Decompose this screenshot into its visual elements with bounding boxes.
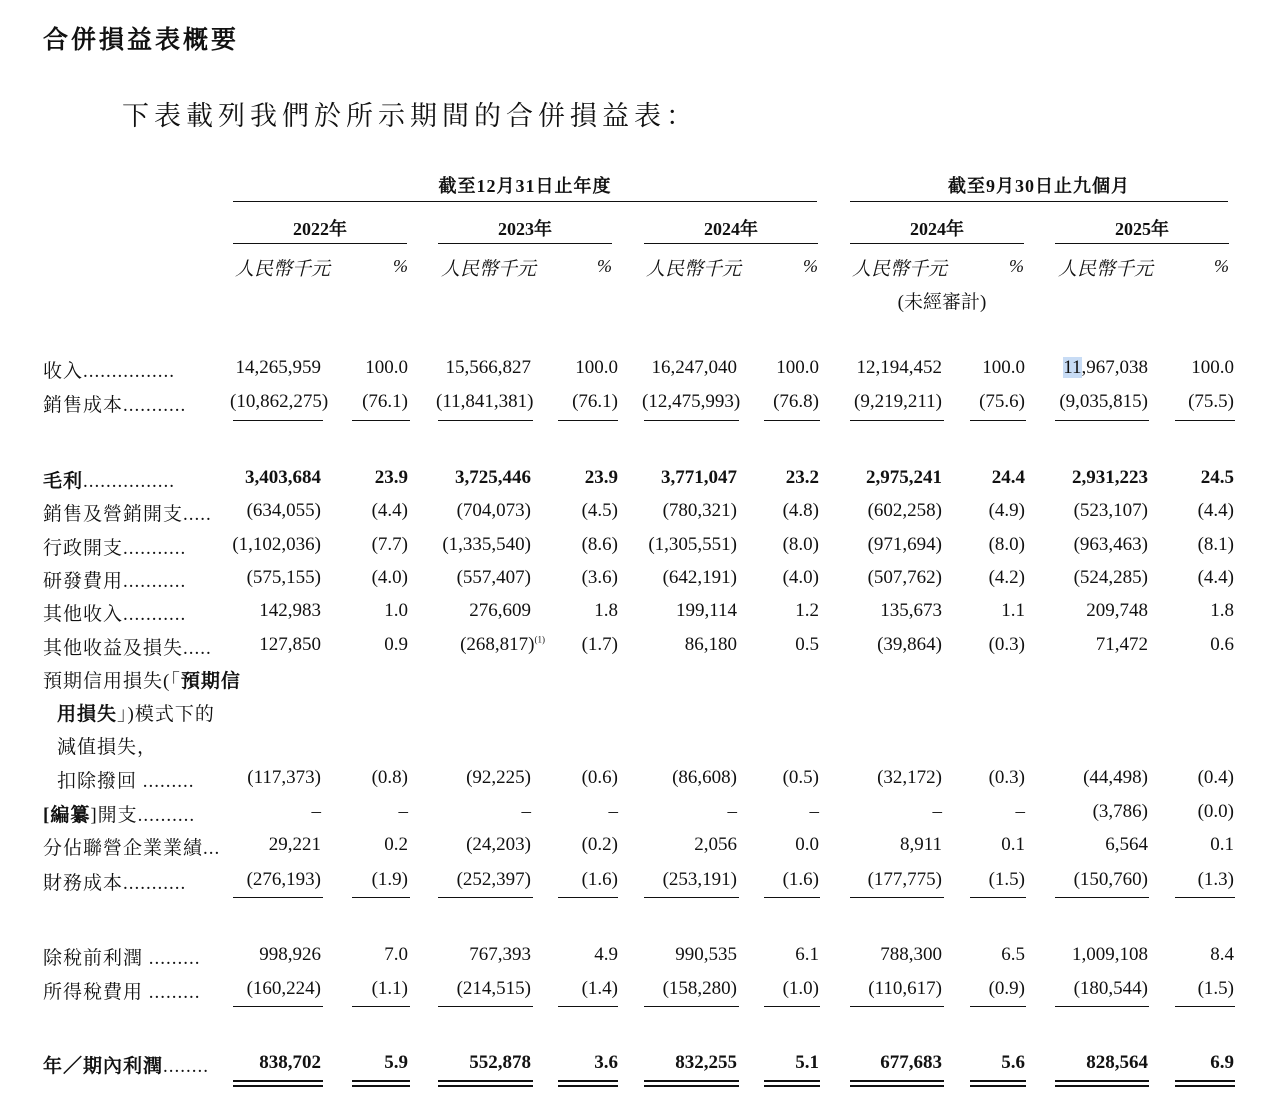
pct-cell: 100.0 — [982, 357, 1025, 378]
year-rule — [438, 243, 612, 244]
value-cell: (39,864) — [877, 634, 942, 655]
value-cell: 3,403,684 — [245, 467, 321, 488]
unit-header: 人民幣千元 — [646, 259, 742, 280]
pct-cell: 1.0 — [384, 600, 408, 621]
subtotal-rule — [644, 897, 739, 898]
pct-cell: 100.0 — [776, 357, 819, 378]
pct-cell: (76.1) — [572, 391, 618, 412]
pct-cell: (75.5) — [1188, 391, 1234, 412]
value-cell: (3,786) — [1092, 801, 1148, 822]
unaudited-note: (未經審計) — [897, 292, 987, 313]
value-cell: 71,472 — [1095, 634, 1148, 655]
value-cell: (11,841,381) — [436, 391, 534, 412]
pct-cell: (1.7) — [581, 634, 618, 655]
value-cell: 276,609 — [469, 600, 531, 621]
pct-cell: (1.6) — [581, 869, 618, 890]
value-cell: – — [932, 801, 942, 822]
value-cell: (575,155) — [246, 567, 321, 588]
pct-cell: (4.4) — [1197, 567, 1234, 588]
group-header-full-year: 截至12月31日止年度 — [438, 176, 612, 196]
year-header: 2024年 — [910, 219, 964, 239]
pct-cell: (4.4) — [1197, 500, 1234, 521]
subtotal-rule — [644, 420, 739, 421]
value-cell: (276,193) — [246, 869, 321, 890]
value-cell: – — [521, 801, 531, 822]
row-label-other-income: 其他收入........... — [43, 604, 187, 625]
subtotal-rule — [970, 420, 1026, 421]
value-cell: (44,498) — [1083, 767, 1148, 788]
value-cell: 127,850 — [259, 634, 321, 655]
row-label-gross-profit: 毛利................ — [43, 471, 176, 492]
pct-cell: 100.0 — [365, 357, 408, 378]
value-cell: (160,224) — [246, 978, 321, 999]
pct-cell: 1.1 — [1001, 600, 1025, 621]
pct-cell: (1.6) — [782, 869, 819, 890]
row-label-ecl-line2: 用損失」)模式下的 — [57, 704, 215, 725]
pct-cell: 8.4 — [1210, 944, 1234, 965]
pct-cell: (4.0) — [371, 567, 408, 588]
value-cell: 6,564 — [1105, 834, 1148, 855]
pct-cell: (8.6) — [581, 534, 618, 555]
pct-cell: (4.0) — [782, 567, 819, 588]
total-double-rule — [970, 1080, 1026, 1087]
total-double-rule — [764, 1080, 820, 1087]
value-cell: (92,225) — [466, 767, 531, 788]
year-rule — [233, 243, 407, 244]
value-cell: (252,397) — [456, 869, 531, 890]
value-remainder: ,967,038 — [1081, 357, 1148, 378]
subtotal-rule — [764, 897, 820, 898]
value-cell: (86,608) — [672, 767, 737, 788]
subtotal-rule — [352, 420, 410, 421]
pct-cell: 5.1 — [795, 1052, 819, 1073]
row-label-selling-expenses: 銷售及營銷開支..... — [43, 504, 212, 525]
year-header: 2024年 — [704, 219, 758, 239]
subtotal-rule — [558, 897, 618, 898]
pct-cell: (1.5) — [988, 869, 1025, 890]
row-label-admin-expenses: 行政開支........... — [43, 538, 187, 559]
pct-cell: 0.9 — [384, 634, 408, 655]
value-cell: (253,191) — [662, 869, 737, 890]
pct-cell: (1.3) — [1197, 869, 1234, 890]
group-rule-nine-months — [850, 201, 1228, 202]
value-cell: 767,393 — [469, 944, 531, 965]
subtotal-rule — [850, 420, 944, 421]
value-cell: (24,203) — [466, 834, 531, 855]
pct-cell: (1.0) — [782, 978, 819, 999]
year-header: 2023年 — [498, 219, 552, 239]
value-cell: 16,247,040 — [651, 357, 737, 378]
value-cell — [1053, 357, 1148, 379]
row-label-ecl-line3: 減值損失， — [57, 737, 158, 758]
value-cell: 677,683 — [880, 1052, 942, 1073]
intro-text: 下表載列我們於所示期間的合併損益表： — [122, 101, 698, 131]
pct-cell: 0.0 — [795, 834, 819, 855]
value-cell: 15,566,827 — [445, 357, 531, 378]
value-cell: 998,926 — [259, 944, 321, 965]
value-cell: (12,475,993) — [642, 391, 741, 412]
subtotal-rule — [352, 1006, 410, 1007]
value-cell: 832,255 — [675, 1052, 737, 1073]
pct-cell: 1.2 — [795, 600, 819, 621]
pct-cell: (7.7) — [371, 534, 408, 555]
row-label-ecl-line1: 預期信用損失(「預期信 — [43, 671, 241, 692]
row-label-ecl-line4: 扣除撥回 ......... — [57, 771, 195, 792]
pct-cell: 0.1 — [1210, 834, 1234, 855]
pct-cell: (0.3) — [988, 634, 1025, 655]
pct-cell: 1.8 — [594, 600, 618, 621]
pct-cell: (0.3) — [988, 767, 1025, 788]
subtotal-rule — [970, 1006, 1026, 1007]
pct-cell: (4.4) — [371, 500, 408, 521]
pct-cell: – — [398, 801, 408, 822]
subtotal-rule — [1175, 420, 1235, 421]
pct-cell: (1.9) — [371, 869, 408, 890]
row-label-profit-before-tax: 除稅前利潤 ......... — [43, 948, 201, 969]
value-cell: (177,775) — [867, 869, 942, 890]
row-label-rd-expenses: 研發費用........... — [43, 571, 187, 592]
pct-cell: (0.6) — [581, 767, 618, 788]
value-cell: 209,748 — [1086, 600, 1148, 621]
value-cell: 3,725,446 — [455, 467, 531, 488]
pct-cell: (4.9) — [988, 500, 1025, 521]
pct-cell: 7.0 — [384, 944, 408, 965]
total-double-rule — [644, 1080, 739, 1087]
subtotal-rule — [1055, 420, 1149, 421]
pct-header: % — [1009, 256, 1024, 276]
pct-cell: 6.1 — [795, 944, 819, 965]
subtotal-rule — [438, 420, 533, 421]
subtotal-rule — [970, 897, 1026, 898]
value-cell: (557,407) — [456, 567, 531, 588]
group-header-nine-months: 截至9月30日止九個月 — [948, 176, 1130, 196]
pct-cell: (4.8) — [782, 500, 819, 521]
pct-cell: 23.2 — [785, 467, 819, 488]
pct-cell: (76.1) — [362, 391, 408, 412]
pct-header: % — [597, 256, 612, 276]
subtotal-rule — [233, 897, 323, 898]
pct-cell: 24.4 — [991, 467, 1025, 488]
pct-header: % — [393, 256, 408, 276]
year-rule — [850, 243, 1024, 244]
pct-cell: (0.4) — [1197, 767, 1234, 788]
value-cell: 788,300 — [880, 944, 942, 965]
value-cell: (634,055) — [246, 500, 321, 521]
row-label-redacted-expenses: [編纂]開支.......... — [43, 805, 196, 826]
value-cell: 2,975,241 — [866, 467, 942, 488]
pct-cell: 100.0 — [1191, 357, 1234, 378]
pct-cell: 0.6 — [1210, 634, 1234, 655]
pct-cell: (8.0) — [782, 534, 819, 555]
value-cell: (9,219,211) — [854, 391, 942, 412]
pct-cell: 0.2 — [384, 834, 408, 855]
value-cell: 2,931,223 — [1072, 467, 1148, 488]
pct-cell: 5.9 — [384, 1052, 408, 1073]
value-cell: 2,056 — [694, 834, 737, 855]
subtotal-rule — [558, 420, 618, 421]
pct-cell: 100.0 — [575, 357, 618, 378]
group-rule-full-year — [233, 201, 817, 202]
pct-cell: 1.8 — [1210, 600, 1234, 621]
value-cell: 29,221 — [268, 834, 321, 855]
pct-cell: – — [809, 801, 819, 822]
value-cell: (158,280) — [662, 978, 737, 999]
unit-header: 人民幣千元 — [1058, 259, 1154, 280]
value-cell: 8,911 — [899, 834, 942, 855]
subtotal-rule — [850, 897, 944, 898]
pct-cell: (4.5) — [581, 500, 618, 521]
value-cell: 86,180 — [684, 634, 737, 655]
value-cell: (110,617) — [868, 978, 942, 999]
pct-cell: 6.9 — [1210, 1052, 1234, 1073]
row-label-share-of-associates: 分佔聯營企業業績... — [43, 838, 221, 859]
value-cell: (704,073) — [456, 500, 531, 521]
value-cell: 142,983 — [259, 600, 321, 621]
subtotal-rule — [1055, 1006, 1149, 1007]
value-cell: 12,194,452 — [856, 357, 942, 378]
pct-cell: 0.5 — [795, 634, 819, 655]
value-cell: (602,258) — [867, 500, 942, 521]
total-double-rule — [352, 1080, 410, 1087]
pct-cell: (8.1) — [1197, 534, 1234, 555]
value-cell: (32,172) — [877, 767, 942, 788]
value-cell: (642,191) — [662, 567, 737, 588]
pct-cell: – — [1015, 801, 1025, 822]
selection-highlight: 11 — [1063, 357, 1082, 378]
subtotal-rule — [1175, 897, 1235, 898]
value-cell: (117,373) — [247, 767, 321, 788]
total-double-rule — [438, 1080, 533, 1087]
unit-header: 人民幣千元 — [441, 259, 537, 280]
pct-cell: (0.5) — [782, 767, 819, 788]
unit-header: 人民幣千元 — [235, 259, 331, 280]
subtotal-rule — [352, 897, 410, 898]
value-cell: (214,515) — [456, 978, 531, 999]
pct-cell: (1.4) — [581, 978, 618, 999]
pct-cell: 3.6 — [594, 1052, 618, 1073]
pct-cell: (75.6) — [979, 391, 1025, 412]
value-cell: (523,107) — [1073, 500, 1148, 521]
pct-cell: 6.5 — [1001, 944, 1025, 965]
value-cell: 990,535 — [675, 944, 737, 965]
value-cell: (524,285) — [1073, 567, 1148, 588]
subtotal-rule — [764, 420, 820, 421]
subtotal-rule — [438, 897, 533, 898]
pct-cell: (1.5) — [1197, 978, 1234, 999]
pct-cell: 24.5 — [1200, 467, 1234, 488]
value-cell: (971,694) — [867, 534, 942, 555]
value-cell: 552,878 — [469, 1052, 531, 1073]
value-cell: (1,102,036) — [232, 534, 321, 555]
row-label-income-tax: 所得稅費用 ......... — [43, 982, 201, 1003]
value-cell: (507,762) — [867, 567, 942, 588]
value-cell: $(268,817)^{(1)}$ — [460, 634, 545, 655]
total-double-rule — [233, 1080, 323, 1087]
subtotal-rule — [764, 1006, 820, 1007]
unit-header: 人民幣千元 — [852, 259, 948, 280]
row-label-other-gains: 其他收益及損失..... — [43, 638, 212, 659]
total-double-rule — [1175, 1080, 1235, 1087]
pct-cell: (76.8) — [773, 391, 819, 412]
value-cell: 1,009,108 — [1072, 944, 1148, 965]
pct-header: % — [1214, 256, 1229, 276]
pct-cell: 0.1 — [1001, 834, 1025, 855]
value-cell: (1,305,551) — [648, 534, 737, 555]
subtotal-rule — [850, 1006, 944, 1007]
value-cell: 135,673 — [880, 600, 942, 621]
value-cell: – — [727, 801, 737, 822]
pct-cell: (0.0) — [1197, 801, 1234, 822]
year-header: 2025年 — [1115, 219, 1169, 239]
value-cell: 199,114 — [675, 600, 737, 621]
pct-cell: (1.1) — [371, 978, 408, 999]
pct-cell: 4.9 — [594, 944, 618, 965]
subtotal-rule — [558, 1006, 618, 1007]
pct-header: % — [803, 256, 818, 276]
pct-cell: (0.2) — [581, 834, 618, 855]
row-label-revenue: 收入................ — [43, 361, 176, 382]
value-cell: 14,265,959 — [235, 357, 321, 378]
pct-cell: (8.0) — [988, 534, 1025, 555]
total-double-rule — [850, 1080, 944, 1087]
value-cell: (780,321) — [662, 500, 737, 521]
pct-cell: 23.9 — [584, 467, 618, 488]
value-cell: 838,702 — [259, 1052, 321, 1073]
row-label-net-profit: 年／期內利潤........ — [43, 1056, 210, 1077]
row-label-cost-of-sales: 銷售成本........... — [43, 395, 187, 416]
subtotal-rule — [1055, 897, 1149, 898]
value-cell: (150,760) — [1073, 869, 1148, 890]
pct-cell: (0.9) — [988, 978, 1025, 999]
subtotal-rule — [233, 420, 323, 421]
pct-cell: (4.2) — [988, 567, 1025, 588]
value-cell: (9,035,815) — [1059, 391, 1148, 412]
subtotal-rule — [233, 1006, 323, 1007]
value-cell: (180,544) — [1073, 978, 1148, 999]
value-cell: 828,564 — [1086, 1052, 1148, 1073]
total-double-rule — [558, 1080, 618, 1087]
year-header: 2022年 — [293, 219, 347, 239]
subtotal-rule — [1175, 1006, 1235, 1007]
pct-cell: (3.6) — [581, 567, 618, 588]
subtotal-rule — [644, 1006, 739, 1007]
pct-cell: 23.9 — [374, 467, 408, 488]
value-cell: (10,862,275) — [230, 391, 329, 412]
pct-cell: – — [608, 801, 618, 822]
pct-cell: (0.8) — [371, 767, 408, 788]
total-double-rule — [1055, 1080, 1149, 1087]
pct-cell: 5.6 — [1001, 1052, 1025, 1073]
value-cell: (963,463) — [1073, 534, 1148, 555]
footnote-marker: (1) — [534, 634, 545, 645]
value-cell: 3,771,047 — [661, 467, 737, 488]
subtotal-rule — [438, 1006, 533, 1007]
value-cell: – — [311, 801, 321, 822]
row-label-finance-costs: 財務成本........... — [43, 873, 187, 894]
year-rule — [1055, 243, 1229, 244]
section-title: 合併損益表概要 — [43, 27, 240, 54]
year-rule — [644, 243, 818, 244]
value-cell: (1,335,540) — [442, 534, 531, 555]
